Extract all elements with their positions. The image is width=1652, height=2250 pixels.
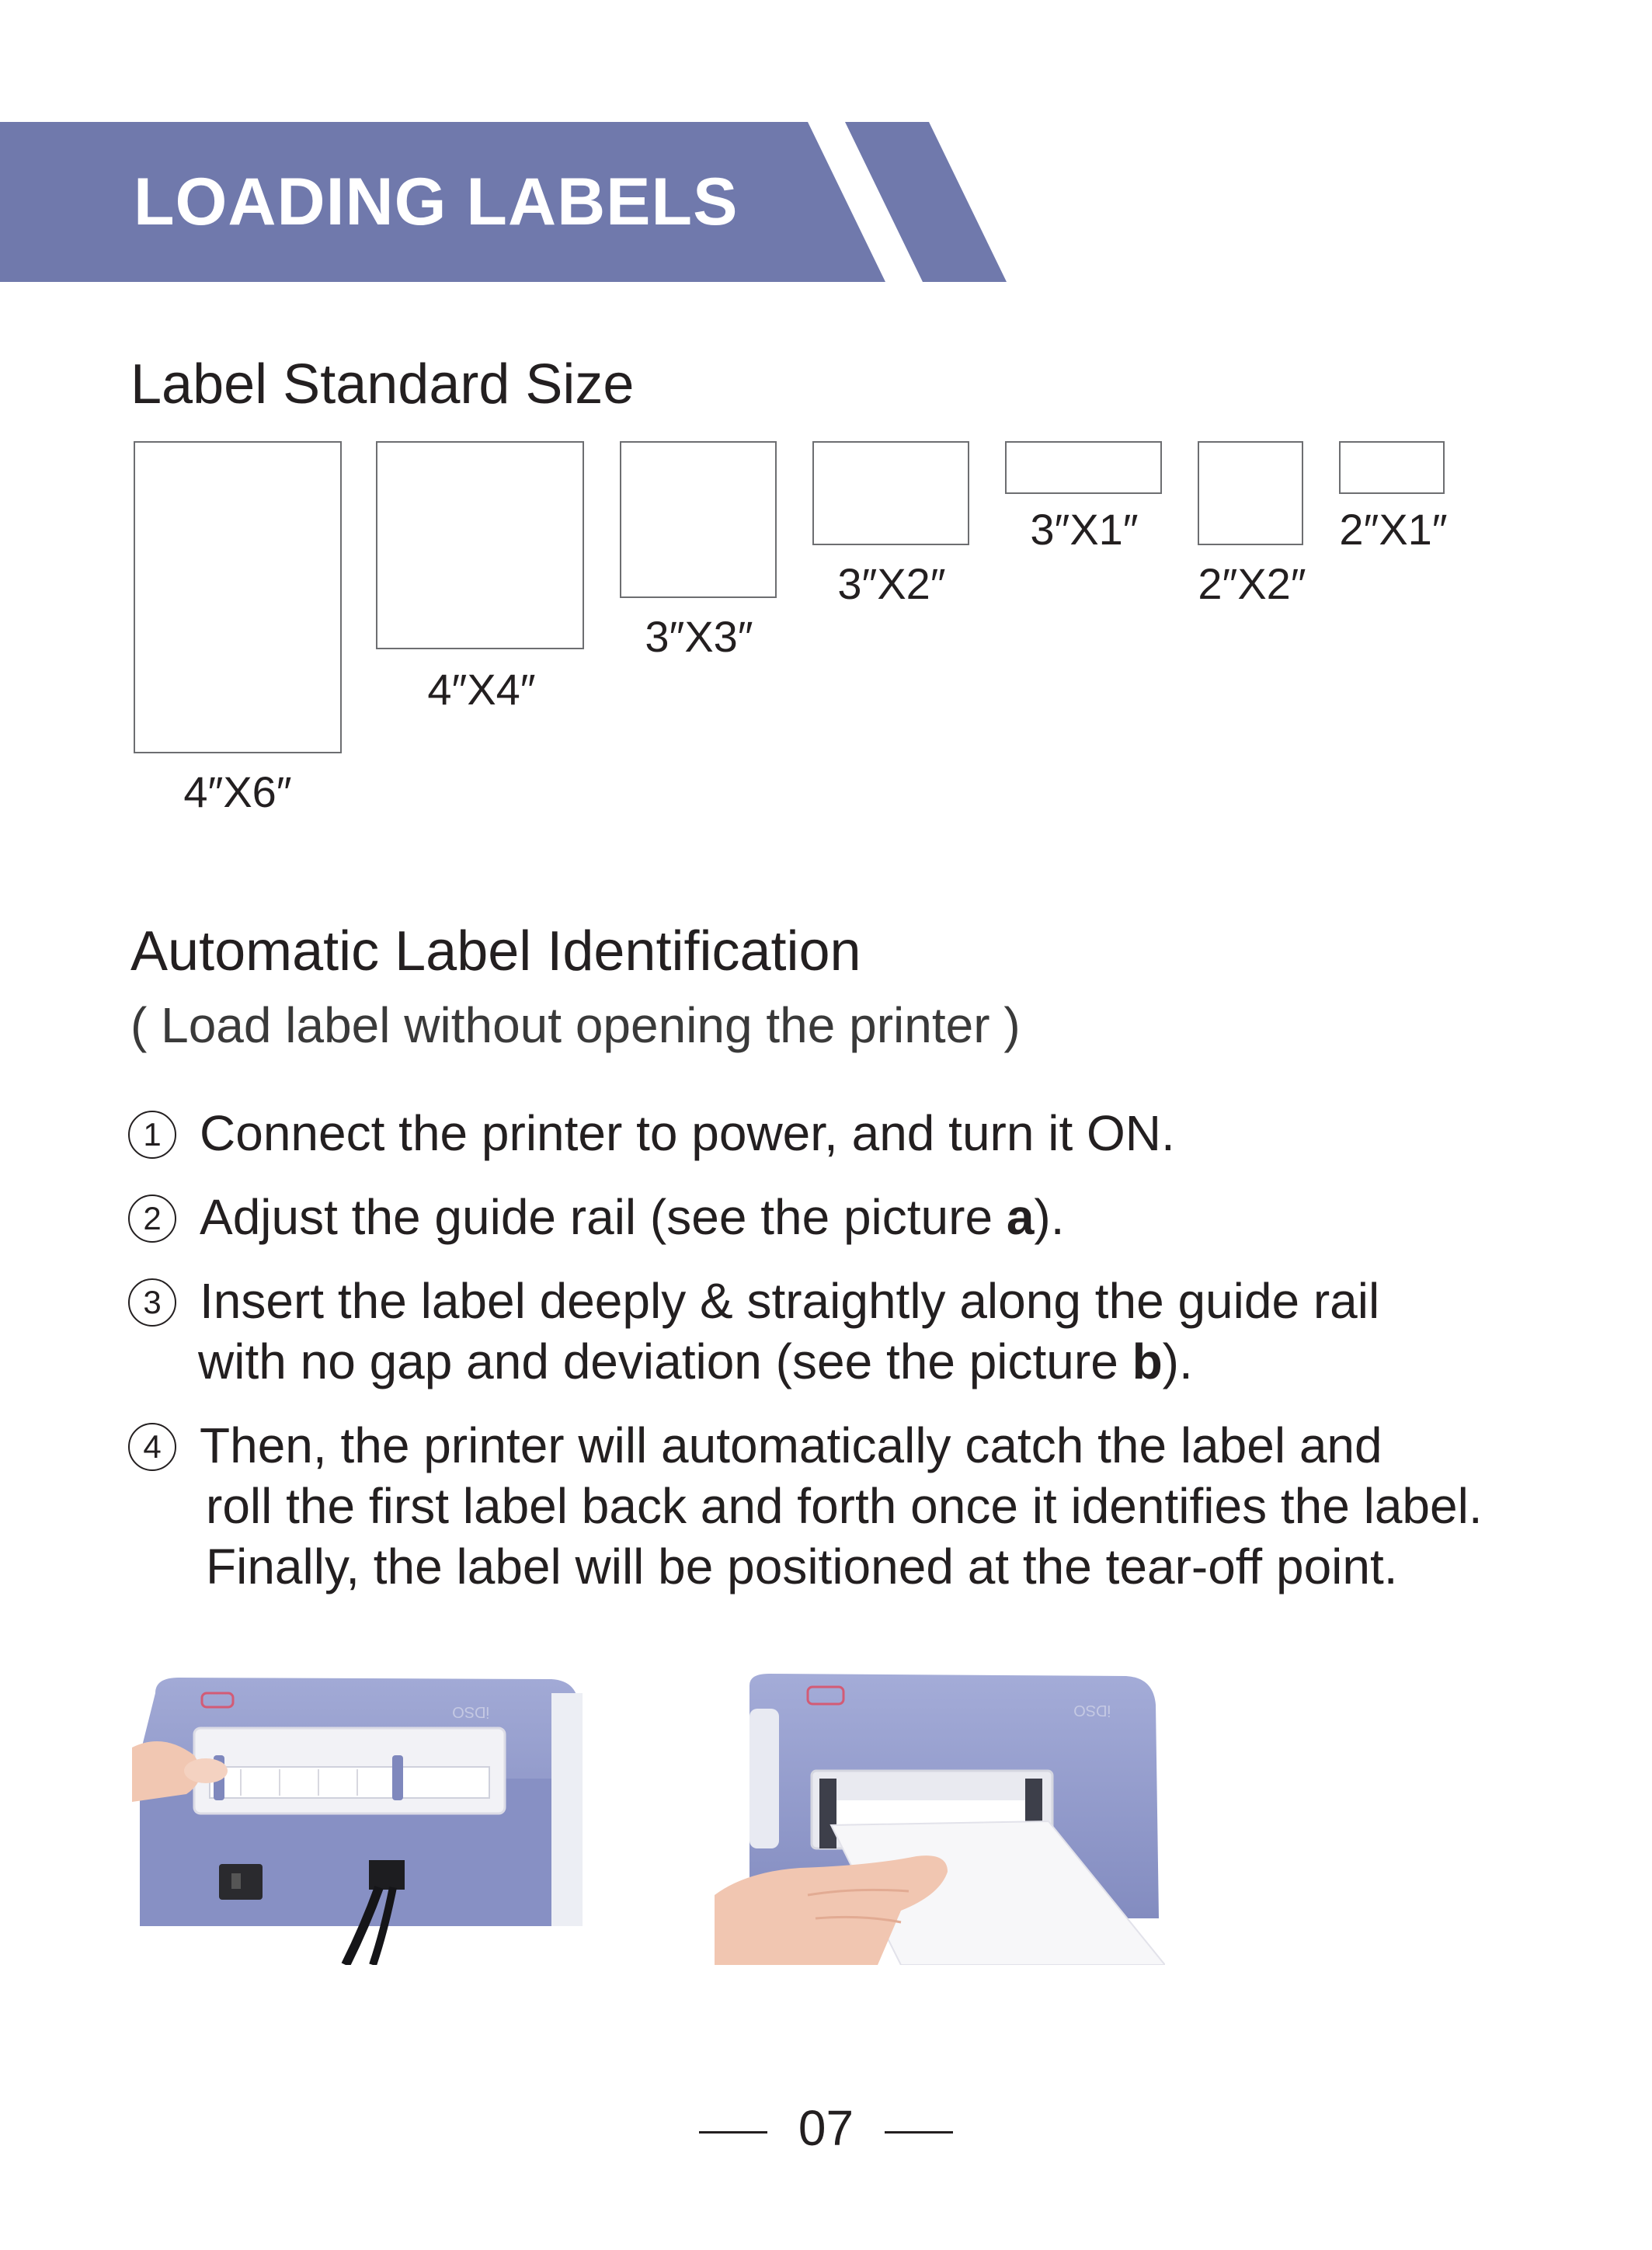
header-banner [0,122,1010,282]
label-size-2x1: 2″X1″ [1339,505,1448,554]
label-box-2x1 [1339,441,1445,494]
step-text: Then, the printer will automatically catch the label and [200,1417,1382,1473]
page-number-text: 07 [798,2100,854,2156]
page-number-dash-right [885,2131,953,2134]
label-size-4x6: 4″X6″ [183,767,292,816]
page-number-dash-left [699,2131,767,2134]
label-size-3x3: 3″X3″ [645,612,753,661]
step-text: with no gap and deviation (see the picture [198,1334,1132,1389]
label-size-3x2: 3″X2″ [837,559,946,608]
step-text-tail: ). [1034,1189,1065,1245]
step-text: roll the first label back and forth once it identifies the label. [206,1478,1483,1534]
steps-list [128,1103,1604,1620]
page-title: LOADING LABELS [134,165,739,239]
label-box-4x6 [134,441,342,753]
auto-id-heading: Automatic Label Identification [130,920,861,982]
label-size-2x2: 2″X2″ [1198,559,1306,608]
brand-logo: iDSO [452,1703,489,1720]
step-text: Adjust the guide rail (see the picture [200,1189,1007,1245]
brand-logo: iDSO [1073,1702,1111,1719]
picture-ref-a: a [1006,1189,1035,1245]
label-size-4x4: 4″X4″ [427,665,536,714]
label-size-3x1: 3″X1″ [1030,505,1139,554]
picture-a-guide-rail [132,1662,590,1965]
page-number [0,2097,1652,2159]
step-3 [128,1271,1604,1392]
label-box-3x3 [620,441,777,598]
step-4 [128,1415,1604,1597]
standard-size-heading: Label Standard Size [130,353,635,416]
label-box-2x2 [1198,441,1303,545]
step-text: Finally, the label will be positioned at the tear-off point. [206,1539,1398,1594]
step-number: 3 [128,1278,176,1327]
step-number: 1 [128,1111,176,1159]
picture-b-insert-label [715,1662,1165,1965]
step-1 [128,1103,1604,1163]
step-2 [128,1187,1604,1247]
label-box-3x1 [1005,441,1162,494]
step-number: 2 [128,1195,176,1243]
label-box-3x2 [812,441,969,545]
label-box-4x4 [376,441,584,649]
step-text-tail: ). [1162,1334,1193,1389]
picture-ref-b: b [1132,1334,1163,1389]
step-number: 4 [128,1423,176,1471]
step-text: Insert the label deeply & straightly along the guide rail [200,1273,1380,1329]
step-text: Connect the printer to power, and turn it ON. [200,1105,1175,1161]
auto-id-subtitle: ( Load label without opening the printer ) [130,997,1021,1053]
